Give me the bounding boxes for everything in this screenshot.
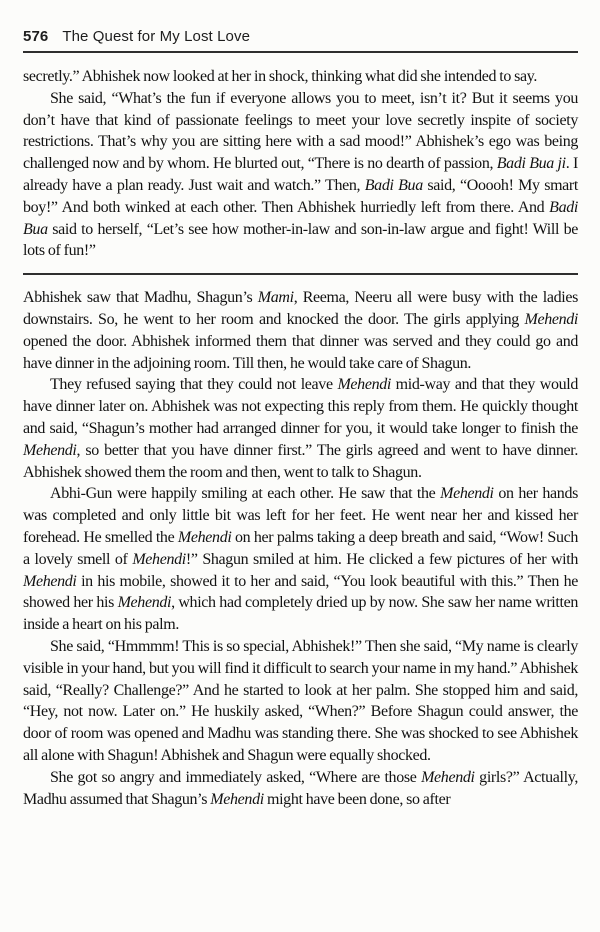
running-title: The Quest for My Lost Love bbox=[62, 28, 251, 45]
page-number: 576 bbox=[23, 28, 49, 45]
italic-term: Badi Bua bbox=[23, 198, 578, 238]
paragraph bbox=[23, 767, 578, 811]
paragraph bbox=[23, 483, 578, 636]
italic-term: Mehendi bbox=[421, 768, 475, 786]
text-segment: She said, “What’s the fun if everyone allows you to meet, isn’t it? But it seems you don’t have that kind of passionate feelings to meet your love secretly inspite of society restrictions. That’s why you are sitting here with a sad mood!” Abhishek’s ego was being challenged now and by whom. He blurted out, “There is no dearth of passion, bbox=[23, 89, 578, 173]
text-segment: said, “Ooooh! My smart boy!” And both winked at each other. Then Abhishek hurriedly left from there. And bbox=[23, 176, 578, 216]
text-segment: secretly.” Abhishek now looked at her in shock, thinking what did she intended to say. bbox=[23, 68, 538, 85]
paragraph bbox=[23, 287, 578, 374]
text-segment: She got so angry and immediately asked, “Where are those bbox=[50, 768, 422, 786]
text-segment: !” Shagun smiled at him. He clicked a few pictures of her with bbox=[185, 550, 578, 568]
italic-term: Mehendi bbox=[177, 528, 232, 546]
text-segment: They refused saying that they could not leave bbox=[50, 376, 338, 394]
header-rule bbox=[23, 51, 578, 53]
section-top bbox=[23, 66, 578, 262]
italic-term: Badi Bua ji bbox=[496, 155, 566, 173]
text-segment: said to herself, “Let’s see how mother-in-law and son-in-law argue and fight! Will be lots of fun!” bbox=[23, 220, 578, 260]
italic-term: Mehendi bbox=[440, 485, 494, 503]
italic-term: Mehendi bbox=[524, 310, 578, 328]
text-segment: mid-way and that they would have dinner later on. Abhishek was not expecting this reply from them. He quickly thought and said, “Shagun’s mother had arranged dinner for you, it would take longer to finish the bbox=[23, 376, 579, 437]
text-segment: on her hands was completed and only little bit was left for her feet. He went near her and kissed her forehead. He smelled the bbox=[23, 485, 578, 546]
text-segment: on her palms taking a deep breath and said, “Wow! Such a lovely smell of bbox=[23, 528, 578, 568]
text-segment: might have been done, so after bbox=[263, 790, 451, 808]
italic-term: Mehendi bbox=[23, 572, 77, 590]
text-segment: in his mobile, showed it to her and said, “You look beautiful with this.” Then he showed her his bbox=[23, 572, 578, 612]
text-segment: Abhishek saw that Madhu, Shagun’s bbox=[23, 289, 258, 307]
paragraph bbox=[23, 66, 578, 88]
text-segment: , so better that you have dinner first.” The girls agreed and went to have dinner. Abhishek showed them the room and then, went to talk to Shagun. bbox=[23, 441, 578, 481]
section-bottom bbox=[23, 287, 578, 810]
text-segment: , Reema, Neeru all were busy with the ladies downstairs. So, he went to her room and knocked the door. The girls applying bbox=[23, 289, 578, 328]
page-body bbox=[23, 66, 578, 810]
italic-term: Mehendi bbox=[117, 594, 172, 612]
text-segment: She said, “Hmmmm! This is so special, Abhishek!” Then she said, “My name is clearly visible in your hand, but you will find it difficult to search your name in my hand.” Abhishek said, “Really? Challenge?” And he started to look at her palm. She stopped him and said, “Hey, not now. Later on.” He huskily asked, “When?” Before Shagun could answer, the door of room was opened and Madhu was standing there. She was shocked to see Abhishek all alone with Shagun! Abhishek and Shagun were equally shocked. bbox=[23, 637, 578, 764]
paragraph bbox=[23, 88, 578, 262]
page-header bbox=[23, 28, 578, 45]
paragraph bbox=[23, 636, 578, 767]
italic-term: Mehendi bbox=[210, 790, 264, 808]
italic-term: Mehendi bbox=[132, 550, 186, 568]
italic-term: Badi Bua bbox=[364, 176, 423, 194]
section-divider bbox=[23, 273, 578, 275]
italic-term: Mehendi bbox=[337, 376, 391, 394]
paragraph bbox=[23, 374, 578, 483]
text-segment: Abhi-Gun were happily smiling at each other. He saw that the bbox=[50, 485, 441, 503]
text-segment: opened the door. Abhishek informed them that dinner was served and they could go and have dinner in the adjoining room. Till then, he would take care of Shagun. bbox=[23, 332, 578, 372]
text-segment: girls?” Actually, Madhu assumed that Shagun’s bbox=[23, 768, 578, 808]
text-segment: . I already have a plan ready. Just wait and watch.” Then, bbox=[23, 155, 578, 194]
text-segment: , which had completely dried up by now. She saw her name written inside a heart on his palm. bbox=[23, 594, 578, 634]
italic-term: Mehendi bbox=[23, 441, 77, 459]
italic-term: Mami bbox=[257, 289, 294, 307]
